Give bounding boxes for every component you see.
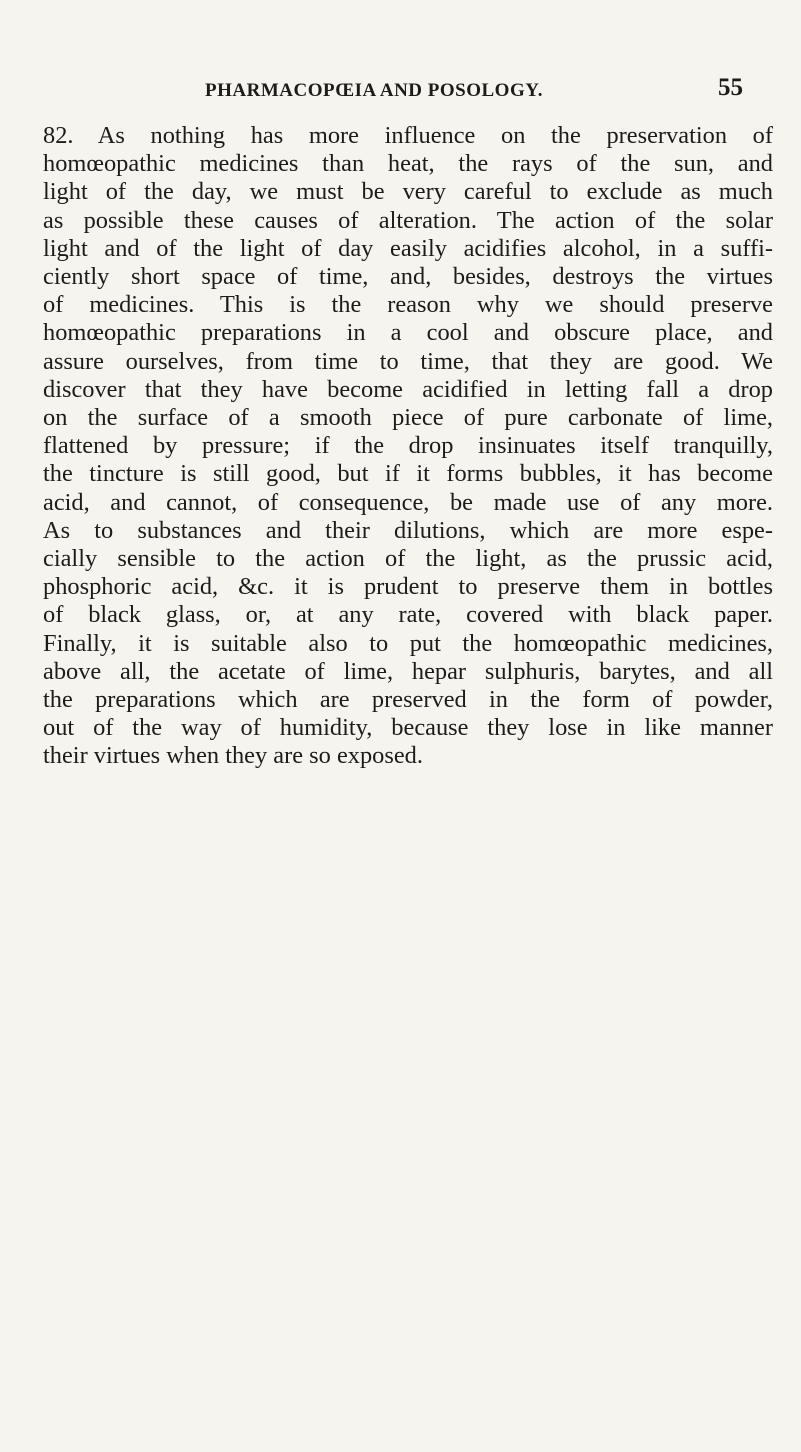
text-line: light and of the light of day easily acidifies alcohol, in a suffi- (43, 234, 773, 262)
text-line: the preparations which are preserved in the form of powder, (43, 686, 773, 714)
text-line: flattened by pressure; if the drop insinuates itself tranquilly, (43, 432, 773, 460)
text-line: acid, and cannot, of consequence, be made use of any more. (43, 488, 773, 516)
text-line: out of the way of humidity, because they lose in like manner (43, 714, 773, 742)
text-line (43, 122, 773, 150)
text-line: light of the day, we must be very careful to exclude as much (43, 178, 773, 206)
text-line: as possible these causes of alteration. The action of the solar (43, 206, 773, 234)
text-line: cially sensible to the action of the light, as the prussic acid, (43, 545, 773, 573)
paragraph-number: 82. (43, 122, 74, 149)
running-title: PHARMACOPŒIA AND POSOLOGY. (205, 80, 543, 101)
text-line: on the surface of a smooth piece of pure carbonate of lime, (43, 404, 773, 432)
text-line: homœopathic medicines than heat, the rays of the sun, and (43, 150, 773, 178)
text-line: discover that they have become acidified in letting fall a drop (43, 375, 773, 403)
text-line: the tincture is still good, but if it forms bubbles, it has become (43, 460, 773, 488)
text-line: phosphoric acid, &c. it is prudent to preserve them in bottles (43, 573, 773, 601)
text-line: homœopathic preparations in a cool and obscure place, and (43, 319, 773, 347)
text-line: above all, the acetate of lime, hepar sulphuris, barytes, and all (43, 657, 773, 685)
text-line: of black glass, or, at any rate, covered with black paper. (43, 601, 773, 629)
text-line: ciently short space of time, and, besides, destroys the virtues (43, 263, 773, 291)
text-line-content: As nothing has more influence on the preservation of (97, 122, 773, 149)
paragraph-82 (43, 122, 773, 771)
text-line: assure ourselves, from time to time, that they are good. We (43, 347, 773, 375)
text-line: their virtues when they are so exposed. (43, 742, 423, 770)
text-line: of medicines. This is the reason why we should preserve (43, 291, 773, 319)
text-line: As to substances and their dilutions, which are more espe- (43, 516, 773, 544)
page-number: 55 (718, 74, 743, 101)
text-line: Finally, it is suitable also to put the homœopathic medicines, (43, 629, 773, 657)
